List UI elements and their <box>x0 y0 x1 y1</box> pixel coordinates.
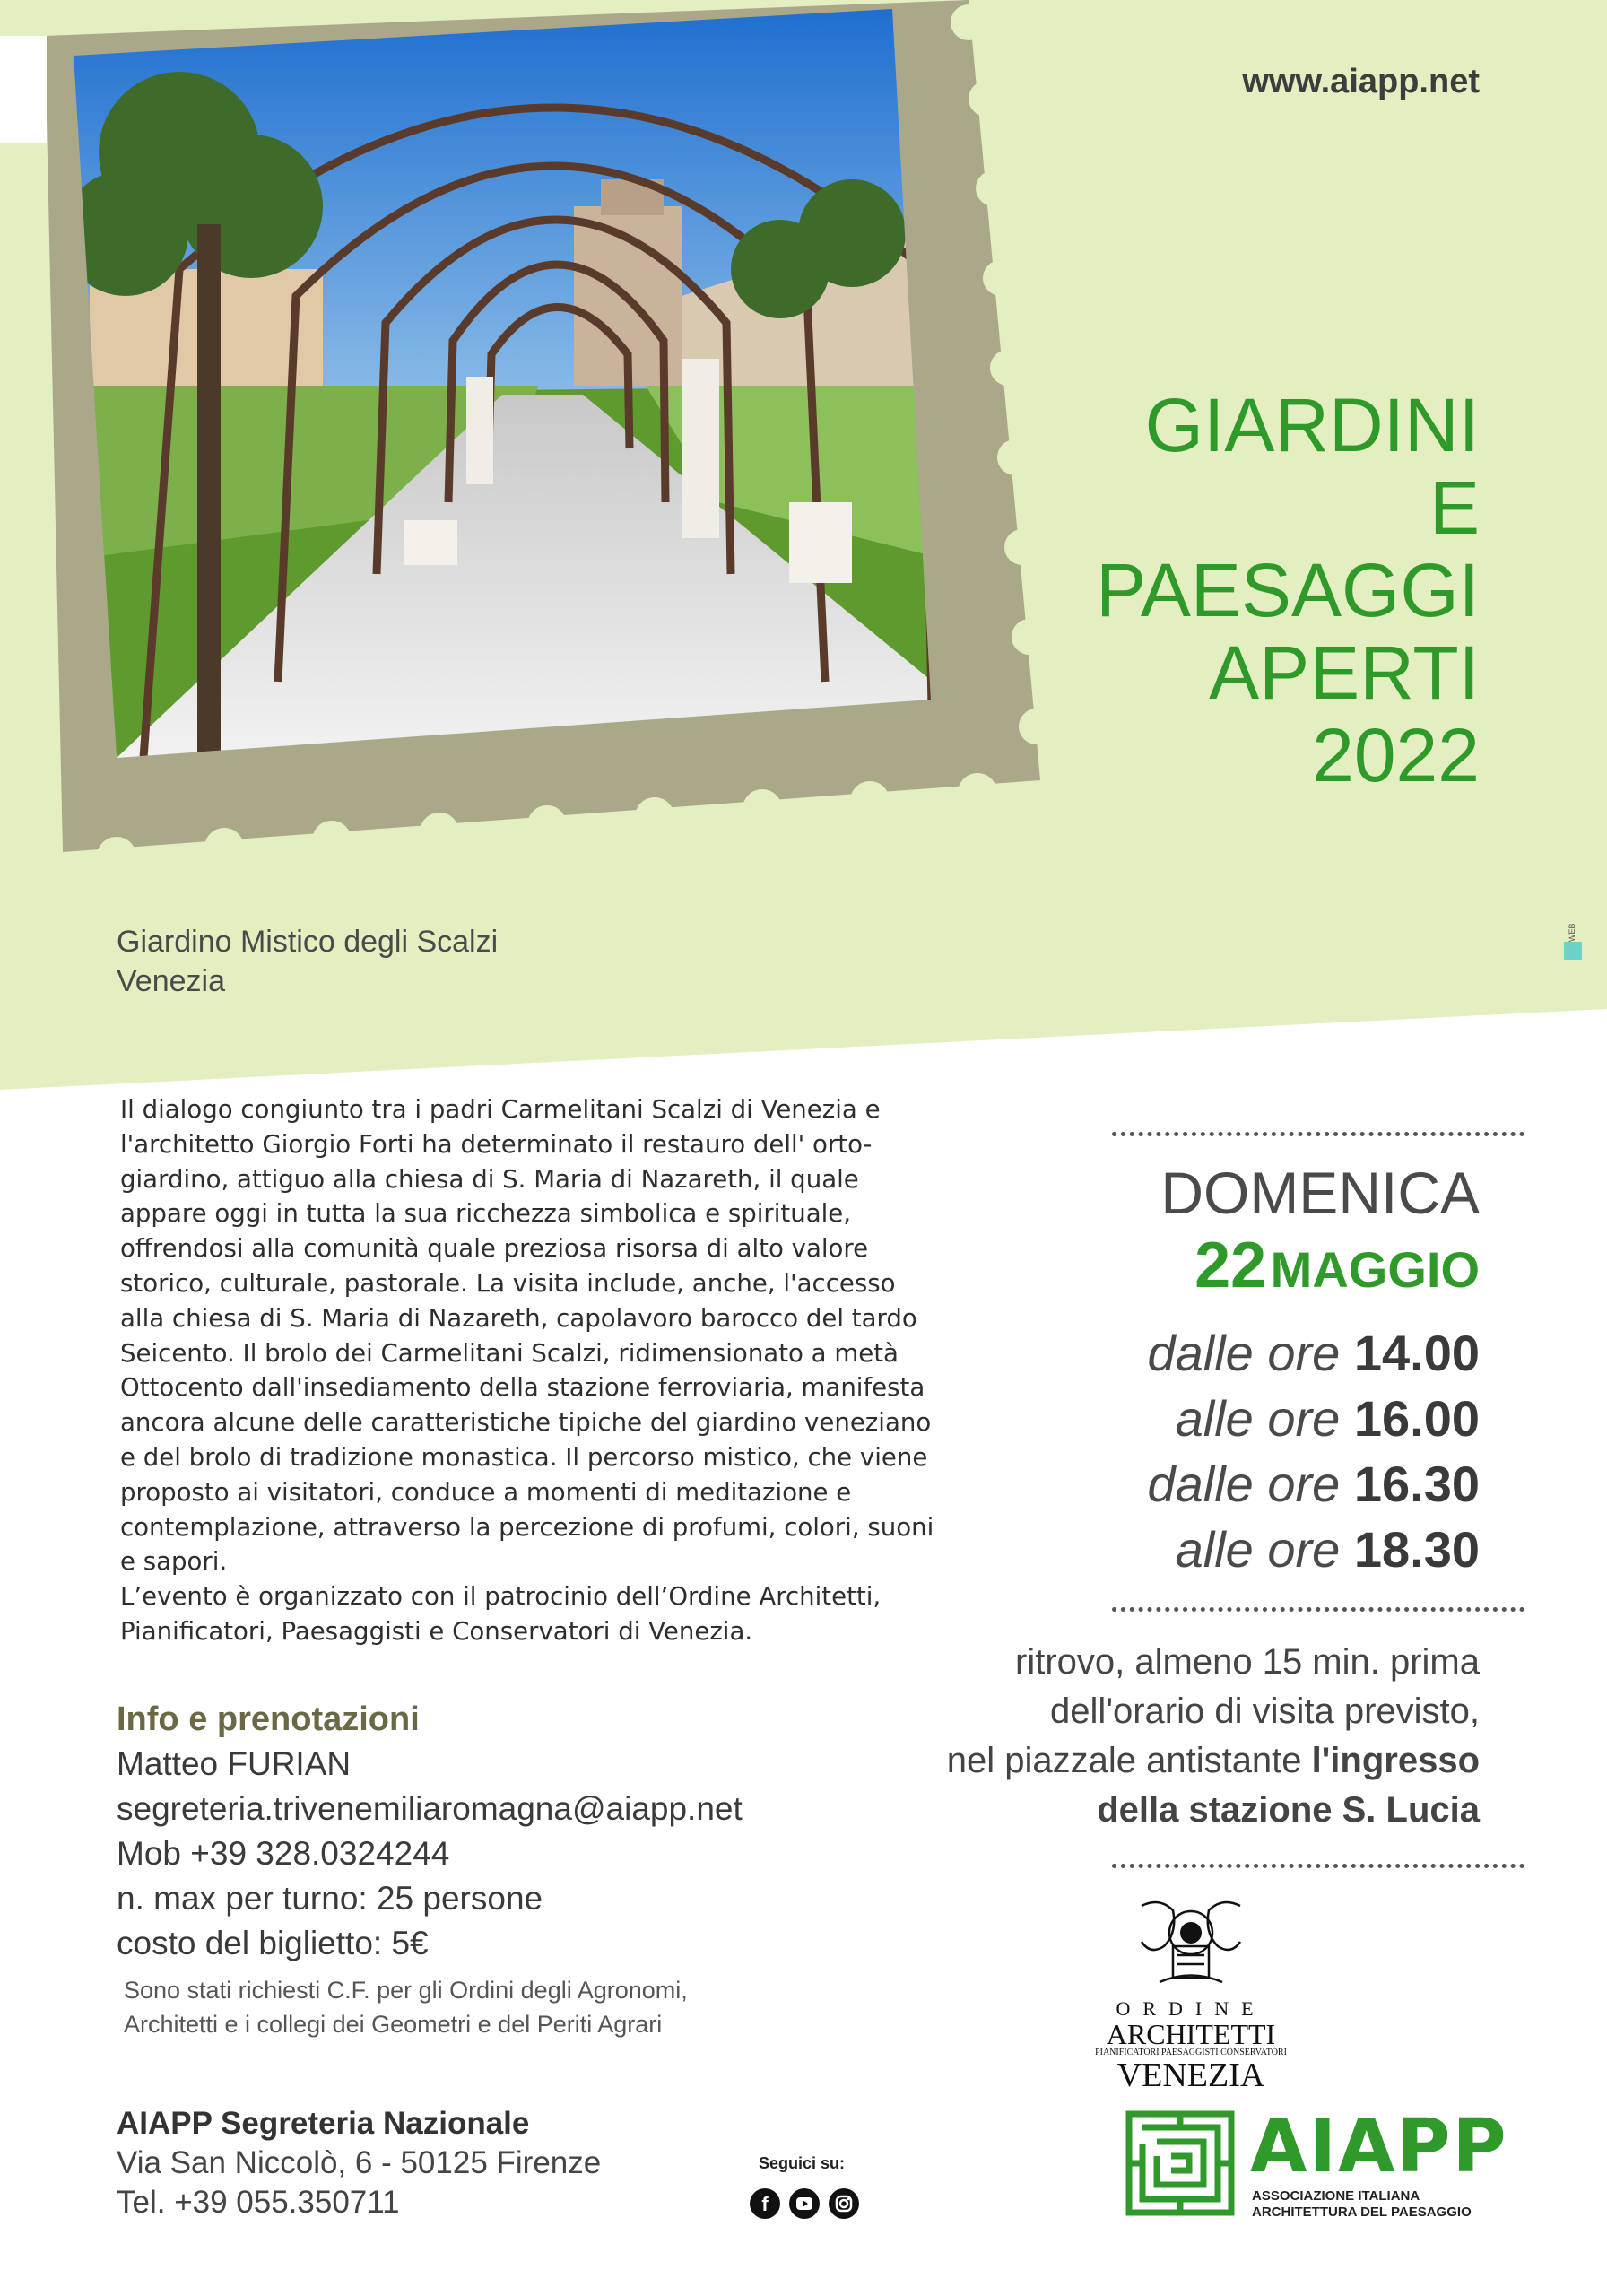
website-link[interactable]: www.aiapp.net <box>1242 63 1480 100</box>
time-slot <box>1147 1320 1480 1386</box>
meeting-point <box>947 1638 1480 1835</box>
event-date-month: MAGGIO <box>1270 1241 1480 1298</box>
time-slot <box>1147 1451 1480 1517</box>
time-slot-time: 16.00 <box>1353 1390 1480 1447</box>
ordine-architetti-logo <box>1094 1892 1288 2092</box>
info-title: Info e prenotazioni <box>117 1700 420 1738</box>
youtube-icon[interactable] <box>789 2188 820 2219</box>
event-schedule <box>1147 1157 1480 1582</box>
dotted-divider <box>1112 1864 1524 1868</box>
aiapp-subtitle-line: ARCHITETTURA DEL PAESAGGIO <box>1252 2205 1472 2220</box>
event-date <box>1147 1229 1480 1320</box>
ticket-cost: costo del biglietto: 5€ <box>117 1925 429 1961</box>
meeting-line-bold: l'ingresso <box>1311 1741 1480 1780</box>
time-slot-prefix: dalle ore <box>1147 1325 1354 1381</box>
info-section <box>117 1697 834 2041</box>
aiapp-name: AIAPP <box>1250 2104 1508 2189</box>
dotted-divider <box>1112 1607 1524 1612</box>
title-line: GIARDINI <box>1144 383 1480 467</box>
description <box>120 1092 945 1649</box>
description-paragraph: L’evento è organizzato con il patrocinio dell’Ordine Architetti, Pianificatori, Paesaggisti e Conservatori di Venezia. <box>120 1581 882 1646</box>
instagram-icon[interactable] <box>829 2188 859 2219</box>
national-office-phone[interactable]: Tel. +39 055.350711 <box>117 2185 400 2220</box>
caption-place: Giardino Mistico degli Scalzi <box>117 925 499 959</box>
time-slot-prefix: alle ore <box>1175 1521 1354 1578</box>
event-date-number: 22 <box>1194 1230 1267 1301</box>
web-logo-icon <box>1564 942 1582 960</box>
credits-note-line: Sono stati richiesti C.F. per gli Ordini degli Agronomi, <box>124 1977 688 2004</box>
credits-note-line: Architetti e i collegi dei Geometri e del Periti Agrari <box>124 2011 663 2038</box>
time-slot-prefix: dalle ore <box>1147 1456 1354 1512</box>
side-web-logo <box>1564 918 1584 960</box>
aiapp-logo <box>1125 2104 1508 2220</box>
time-slot-time: 18.30 <box>1353 1521 1480 1578</box>
contact-email[interactable]: segreteria.trivenemiliaromagna@aiapp.net <box>117 1790 743 1827</box>
title-line: E <box>1429 465 1480 550</box>
social-links <box>750 2188 859 2219</box>
aiapp-subtitle <box>1252 2188 1472 2221</box>
title-line: PAESAGGI <box>1096 548 1480 632</box>
meeting-line: della stazione S. Lucia <box>1097 1790 1480 1830</box>
event-day: DOMENICA <box>1160 1160 1480 1226</box>
time-slot-prefix: alle ore <box>1175 1390 1354 1447</box>
national-office-title: AIAPP Segreteria Nazionale <box>117 2106 530 2141</box>
description-paragraph: Il dialogo congiunto tra i padri Carmelitani Scalzi di Venezia e l'architetto Giorgio Forti ha determinato il restauro dell' orto-giardino, attiguo alla chiesa di S. Maria di Nazareth, il quale appare oggi in tutta la sua ricchezza simbolica e spirituale, offrendosi alla comunità quale preziosa risorsa di alto valore storico, culturale, pastorale. La visita include, anche, l'accesso alla chiesa di S. Maria di Nazareth, capolavoro barocco del tardo Seicento. Il brolo dei Carmelitani Scalzi, ridimensionato a metà Ottocento dall'insediamento della stazione ferroviaria, manifesta ancora alcune delle caratteristiche tipiche del giardino veneziano e del brolo di tradizione monastica. Il percorso mistico, che viene proposto ai visitatori, conduce a momenti di meditazione e contemplazione, attraverso la percezione di profumi, colori, suoni e sapori. <box>120 1094 934 1577</box>
venezia-word: VENEZIA <box>1116 2057 1265 2094</box>
lion-emblem-icon <box>1124 1892 1258 1991</box>
page-title <box>1096 384 1480 796</box>
meeting-line: ritrovo, almeno 15 min. prima <box>1015 1642 1480 1682</box>
facebook-icon[interactable] <box>750 2188 780 2219</box>
time-slot-time: 16.30 <box>1353 1456 1480 1512</box>
time-slot <box>1147 1386 1480 1451</box>
aiapp-subtitle-line: ASSOCIAZIONE ITALIANA <box>1252 2188 1420 2204</box>
labyrinth-icon <box>1125 2109 1236 2217</box>
architetti-word: ARCHITETTI <box>1106 2018 1276 2050</box>
social-label: Seguici su: <box>759 2154 846 2172</box>
meeting-line: dell'orario di visita previsto, <box>1050 1692 1480 1731</box>
ordine-word: ORDINE <box>1116 1997 1266 2020</box>
contact-name: Matteo FURIAN <box>117 1745 352 1782</box>
title-line: APERTI <box>1209 631 1480 715</box>
svg-text:f: f <box>761 2193 769 2215</box>
meeting-line-plain: nel piazzale antistante <box>946 1741 1312 1780</box>
photo-caption <box>117 922 498 1001</box>
time-slot-time: 14.00 <box>1353 1325 1480 1381</box>
time-slot <box>1147 1517 1480 1582</box>
contact-phone[interactable]: Mob +39 328.0324244 <box>117 1835 450 1872</box>
pianificatori-word: PIANIFICATORI PAESAGGISTI CONSERVATORI <box>1095 2048 1287 2057</box>
national-office-address: Via San Niccolò, 6 - 50125 Firenze <box>117 2145 602 2180</box>
garden-photo <box>63 9 933 762</box>
caption-city: Venezia <box>117 964 225 998</box>
meeting-line <box>947 1736 1480 1786</box>
dotted-divider <box>1112 1132 1524 1136</box>
side-logo-text: WEB <box>1568 923 1577 942</box>
max-per-turn: n. max per turno: 25 persone <box>117 1880 543 1917</box>
title-line: 2022 <box>1312 713 1480 797</box>
national-office <box>117 2104 601 2222</box>
credits-note <box>117 1973 834 2041</box>
